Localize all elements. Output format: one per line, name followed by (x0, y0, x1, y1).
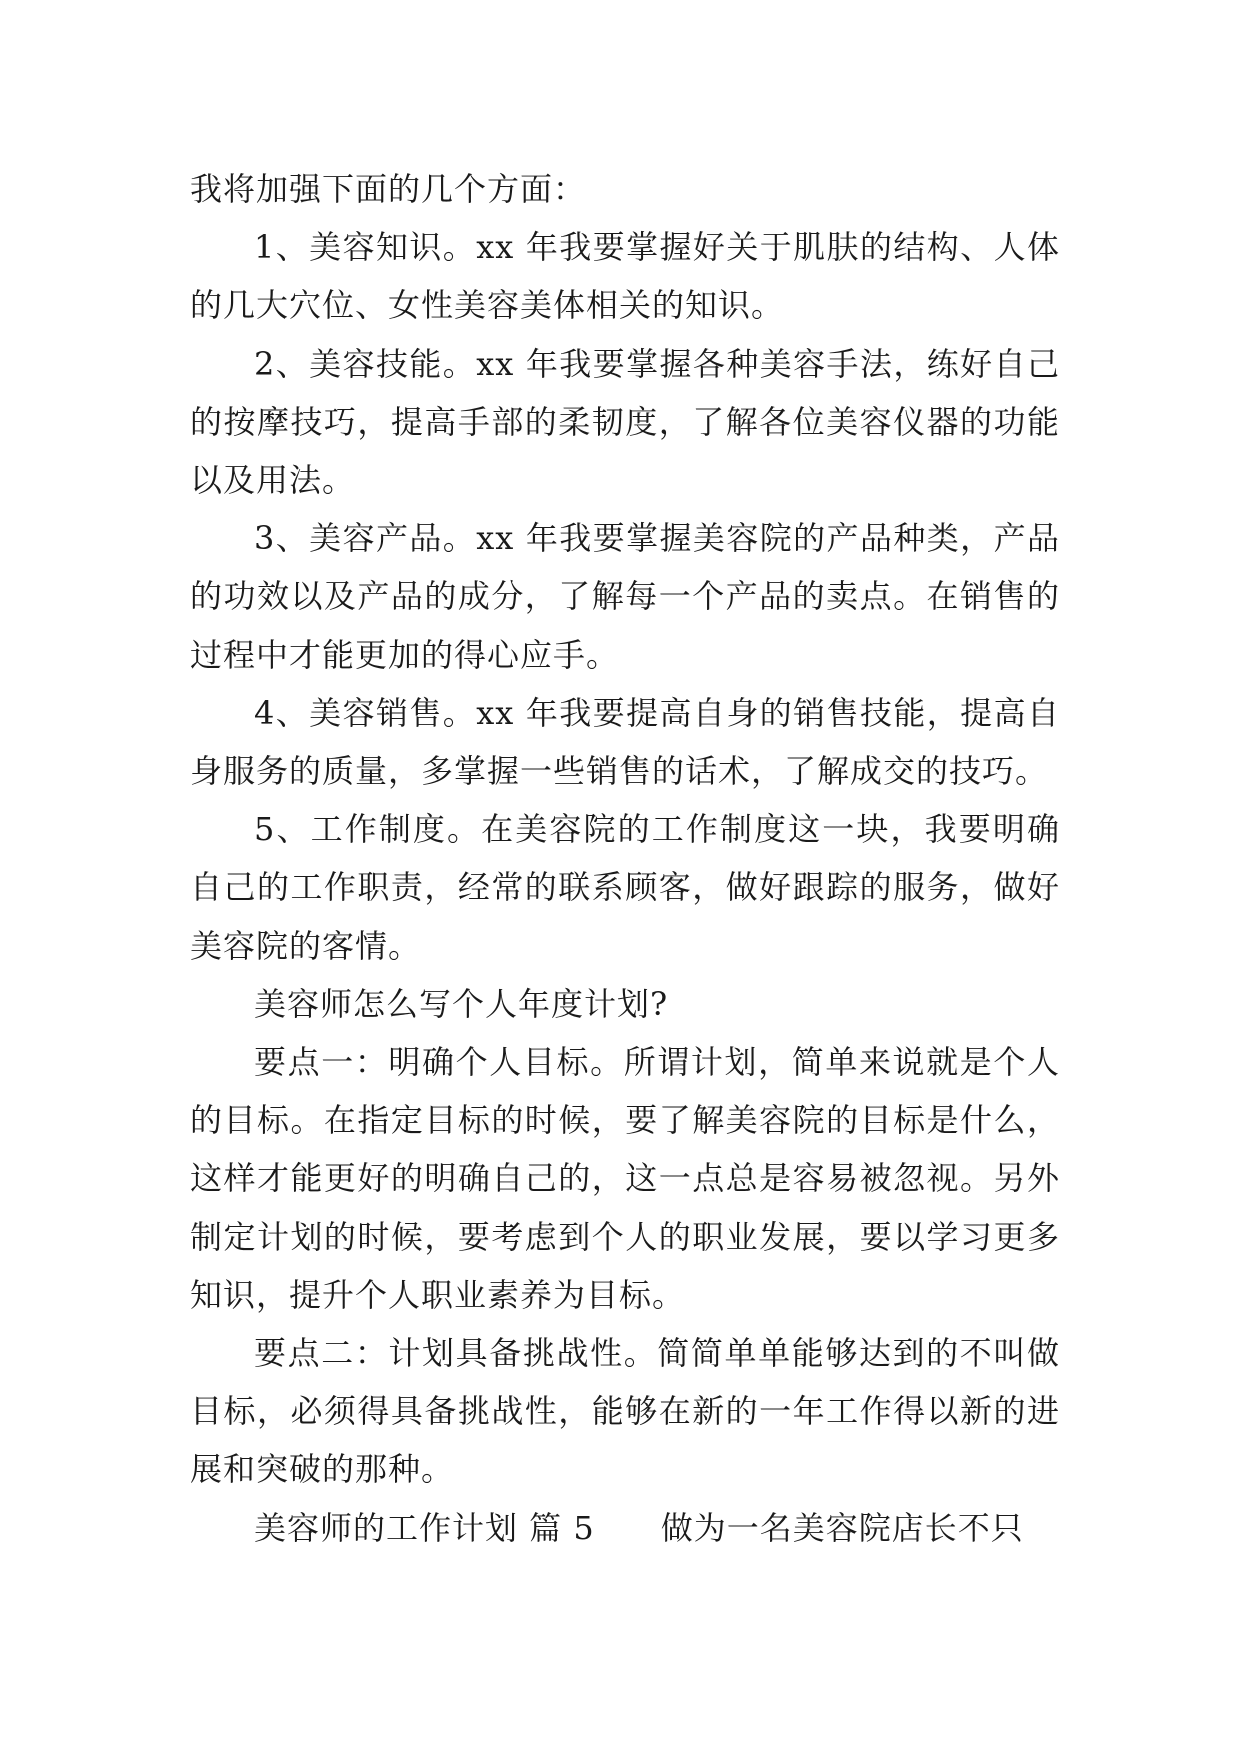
paragraph-item-3: 3、美容产品。xx 年我要掌握美容院的产品种类，产品的功效以及产品的成分，了解每一个产品的卖点。在销售的过程中才能更加的得心应手。 (190, 519, 1060, 674)
paragraph-point-1: 要点一：明确个人目标。所谓计划，简单来说就是个人的目标。在指定目标的时候，要了解美容院的目标是什么，这样才能更好的明确自己的，这一点总是容易被忽视。另外制定计划的时候，要考虑到个人的职业发展，要以学习更多知识，提升个人职业素养为目标。 (190, 1043, 1060, 1314)
section-heading-line (190, 1499, 1060, 1557)
section-heading: 美容师的工作计划 篇 5 (254, 1508, 595, 1547)
paragraph-intro: 我将加强下面的几个方面： (190, 170, 587, 208)
paragraph-item-5: 5、工作制度。在美容院的工作制度这一块，我要明确自己的工作职责，经常的联系顾客，做好跟踪的服务，做好美容院的客情。 (190, 810, 1060, 965)
document-body (190, 160, 1060, 1557)
paragraph-point-2: 要点二：计划具备挑战性。简简单单能够达到的不叫做目标，必须得具备挑战性，能够在新的一年工作得以新的进展和突破的那种。 (190, 1334, 1060, 1489)
section-question: 美容师怎么写个人年度计划? (254, 984, 669, 1023)
paragraph-item-2: 2、美容技能。xx 年我要掌握各种美容手法，练好自己的按摩技巧，提高手部的柔韧度，了解各位美容仪器的功能以及用法。 (190, 344, 1060, 500)
paragraph-item-1: 1、美容知识。xx 年我要掌握好关于肌肤的结构、人体的几大穴位、女性美容美体相关的知识。 (190, 228, 1060, 325)
paragraph-item-4: 4、美容销售。xx 年我要提高自身的销售技能，提高自身服务的质量，多掌握一些销售的话术，了解成交的技巧。 (190, 693, 1060, 791)
section-continuation: 做为一名美容院店长不只 (660, 1508, 1024, 1547)
